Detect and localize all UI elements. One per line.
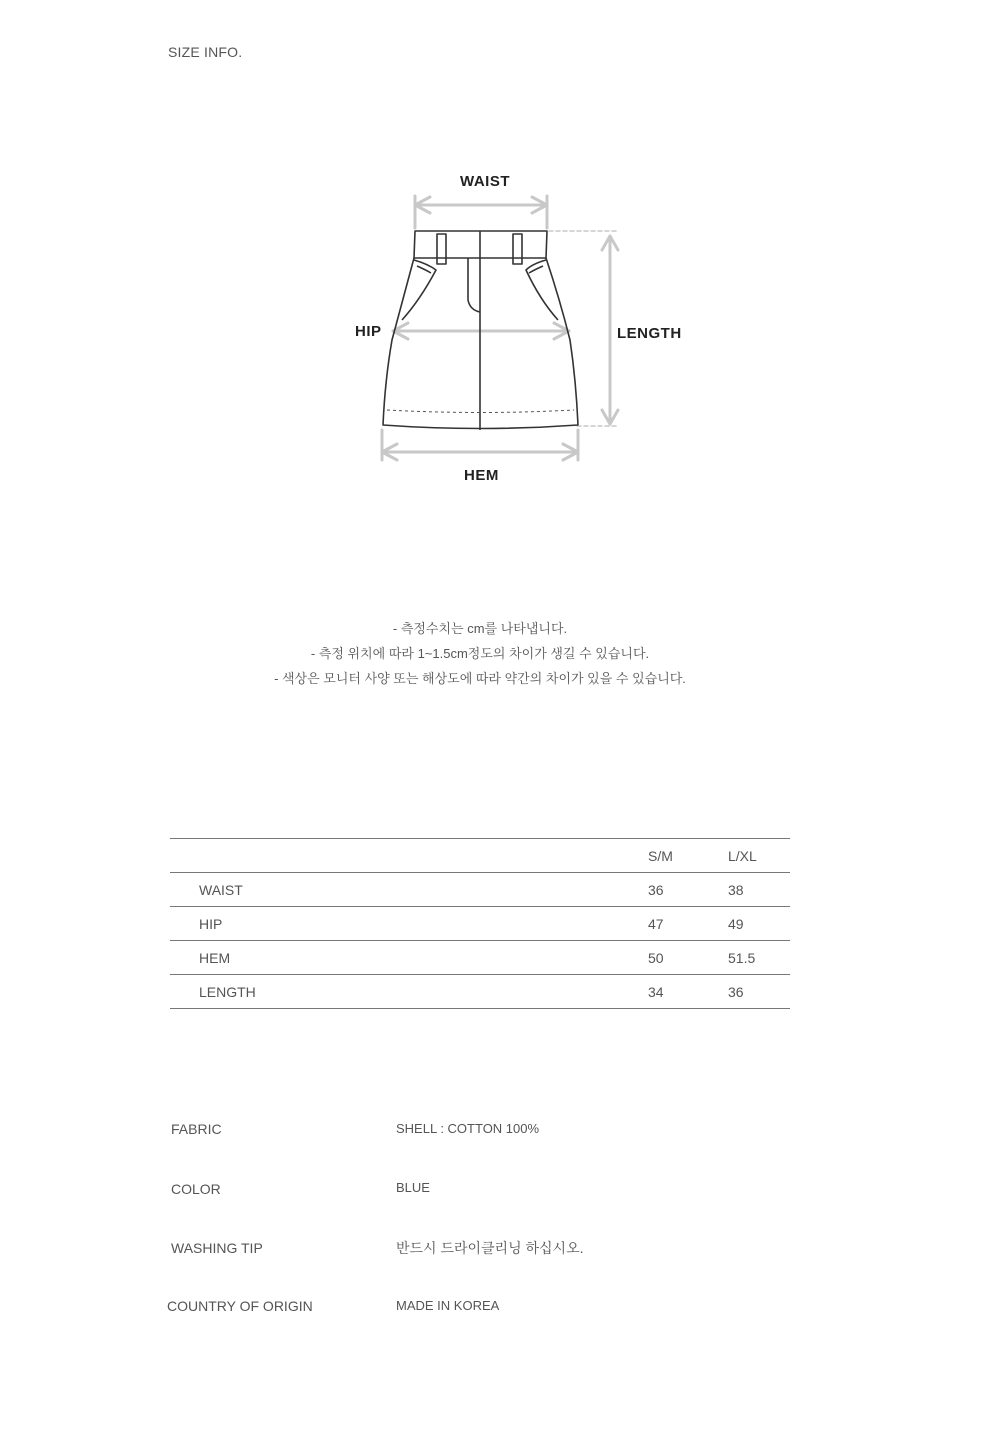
spec-value-country-of-origin: MADE IN KOREA [396, 1298, 500, 1313]
hip-label: HIP [355, 323, 382, 340]
note-line: - 색상은 모니터 사양 또는 해상도에 따라 약간의 차이가 있을 수 있습니다. [274, 671, 686, 686]
size-table [170, 838, 790, 1009]
spec-value-color: BLUE [396, 1180, 430, 1195]
table-row [170, 941, 790, 975]
note-line: - 측정수치는 cm를 나타냅니다. [392, 621, 568, 636]
value-lxl: 36 [728, 975, 790, 1009]
table-row [170, 873, 790, 907]
value-sm: 36 [648, 873, 728, 907]
spec-value-washing-tip: 반드시 드라이클리닝 하십시오. [396, 1240, 584, 1256]
value-sm: 47 [648, 907, 728, 941]
header-lxl: L/XL [728, 839, 790, 873]
hem-label: HEM [464, 467, 499, 484]
skirt-measurement-diagram [340, 160, 700, 500]
value-sm: 34 [648, 975, 728, 1009]
value-sm: 50 [648, 941, 728, 975]
value-lxl: 51.5 [728, 941, 790, 975]
value-lxl: 49 [728, 907, 790, 941]
table-header-row [170, 839, 790, 873]
table-row [170, 907, 790, 941]
row-label: HIP [170, 907, 648, 941]
value-lxl: 38 [728, 873, 790, 907]
section-title: SIZE INFO. [168, 44, 243, 60]
waist-label: WAIST [460, 173, 510, 190]
spec-label-country-of-origin: COUNTRY OF ORIGIN [167, 1298, 313, 1314]
row-label: LENGTH [170, 975, 648, 1009]
row-label: HEM [170, 941, 648, 975]
length-label: LENGTH [617, 325, 682, 342]
spec-label-washing-tip: WASHING TIP [171, 1240, 263, 1256]
spec-label-color: COLOR [171, 1181, 221, 1197]
measurement-notes [0, 616, 960, 691]
header-sm: S/M [648, 839, 728, 873]
spec-value-fabric: SHELL : COTTON 100% [396, 1121, 540, 1136]
header-empty [170, 839, 648, 873]
spec-label-fabric: FABRIC [171, 1121, 222, 1137]
row-label: WAIST [170, 873, 648, 907]
table-row [170, 975, 790, 1009]
note-line: - 측정 위치에 따라 1~1.5cm정도의 차이가 생길 수 있습니다. [310, 646, 650, 661]
